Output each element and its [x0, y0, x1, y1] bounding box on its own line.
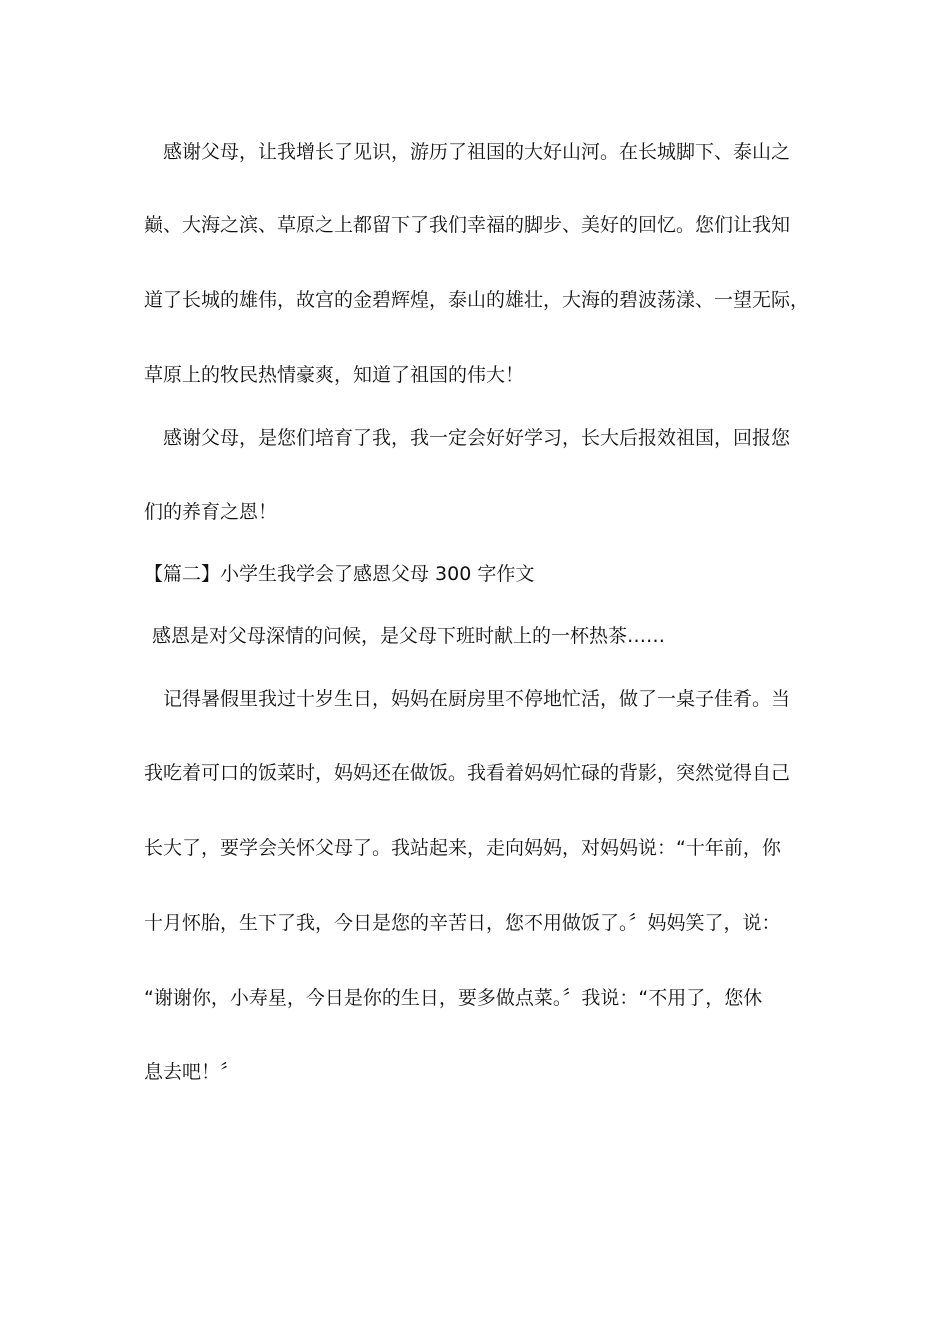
section-heading: 【篇二】小学生我学会了感恩父母 300 字作文: [144, 563, 535, 585]
paragraph-2-line-2: 们的养育之恩！: [144, 501, 278, 523]
paragraph-4-line-2: 我吃着可口的饭菜时，妈妈还在做饭。我看着妈妈忙碌的背影，突然觉得自己: [144, 762, 791, 784]
paragraph-4-line-1: 记得暑假里我过十岁生日，妈妈在厨房里不停地忙活，做了一桌子佳肴。当: [163, 688, 791, 710]
paragraph-4-line-6: 息去吧！〞: [144, 1061, 240, 1083]
paragraph-1-line-4: 草原上的牧民热情豪爽，知道了祖国的伟大！: [144, 364, 525, 386]
paragraph-3-line-1: 感恩是对父母深情的问候，是父母下班时献上的一杯热茶……: [152, 625, 666, 647]
paragraph-1-line-2: 巅、大海之滨、草原之上都留下了我们幸福的脚步、美好的回忆。您们让我知: [144, 214, 791, 236]
paragraph-1-line-3: 道了长城的雄伟，故宫的金碧辉煌，泰山的雄壮，大海的碧波荡漾、一望无际，: [144, 289, 810, 311]
paragraph-4-line-5: “谢谢你，小寿星，今日是你的生日，要多做点菜。〞我说：“不用了，您休: [144, 987, 763, 1009]
paragraph-2-line-1: 感谢父母，是您们培育了我，我一定会好好学习，长大后报效祖国，回报您: [163, 427, 791, 449]
paragraph-4-line-4: 十月怀胎，生下了我，今日是您的辛苦日，您不用做饭了。〞妈妈笑了，说：: [144, 912, 781, 934]
paragraph-1-line-1: 感谢父母，让我增长了见识，游历了祖国的大好山河。在长城脚下、泰山之: [163, 141, 791, 163]
paragraph-4-line-3: 长大了，要学会关怀父母了。我站起来，走向妈妈，对妈妈说：“十年前，你: [144, 837, 781, 859]
